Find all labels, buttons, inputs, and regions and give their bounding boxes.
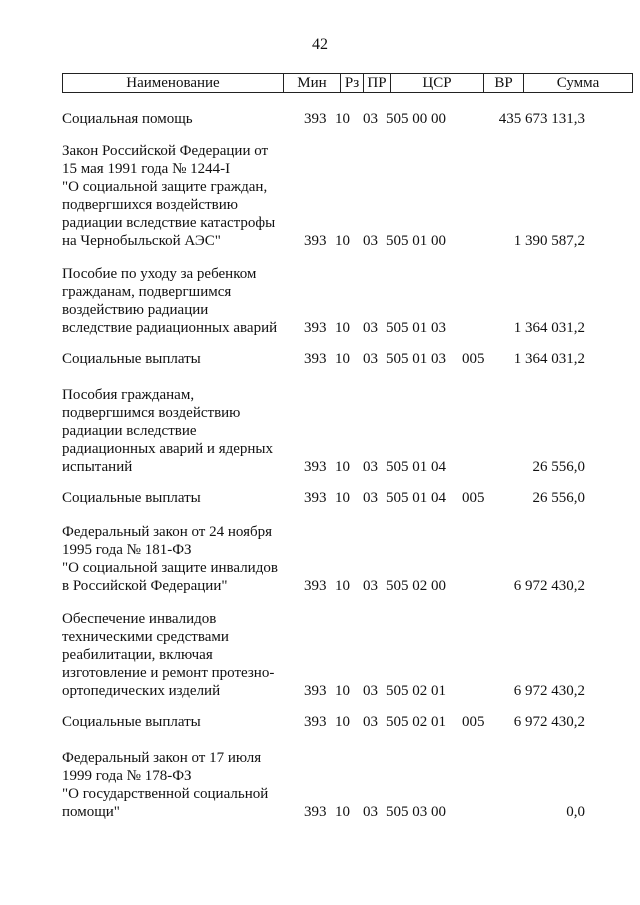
- cell-min: 393: [304, 320, 327, 336]
- row-name-line: Пособие по уходу за ребенком: [62, 266, 257, 282]
- cell-min: 393: [304, 233, 327, 249]
- row-name-line: техническими средствами: [62, 629, 229, 645]
- cell-min: 393: [304, 351, 327, 367]
- row-name-line: "О государственной социальной: [62, 786, 269, 802]
- row-values: [0, 458, 640, 476]
- row-values: [0, 232, 640, 250]
- cell-min: 393: [304, 714, 327, 730]
- cell-rz: 10: [335, 320, 350, 336]
- table-row: [0, 610, 640, 700]
- cell-min: 393: [304, 578, 327, 594]
- cell-sum: 435 673 131,3: [498, 111, 585, 127]
- cell-sum: 6 972 430,2: [513, 683, 585, 699]
- cell-csr: 505 03 00: [386, 804, 446, 820]
- table-row: [0, 749, 640, 821]
- cell-csr: 505 02 00: [386, 578, 446, 594]
- cell-rz: 10: [335, 459, 350, 475]
- row-name-line: радиационных аварий и ядерных: [62, 441, 273, 457]
- header-min: Мин: [284, 74, 341, 93]
- cell-pr: 03: [363, 459, 378, 475]
- row-name-line: воздействию радиации: [62, 302, 209, 318]
- cell-sum: 1 390 587,2: [513, 233, 585, 249]
- header-sum: Сумма: [524, 74, 633, 93]
- row-values: [0, 319, 640, 337]
- row-name-line: "О социальной защите инвалидов: [62, 560, 278, 576]
- row-name-line: изготовление и ремонт протезно-: [62, 665, 275, 681]
- cell-vr: 005: [462, 351, 485, 367]
- cell-rz: 10: [335, 683, 350, 699]
- cell-min: 393: [304, 490, 327, 506]
- row-name-line: испытаний: [62, 459, 133, 475]
- cell-sum: 26 556,0: [532, 490, 585, 506]
- table-row: [0, 142, 640, 250]
- row-name-line: 1999 года № 178-ФЗ: [62, 768, 192, 784]
- row-name-line: в Российской Федерации": [62, 578, 228, 594]
- row-name-line: "О социальной защите граждан,: [62, 179, 268, 195]
- header-vr: ВР: [484, 74, 524, 93]
- cell-csr: 505 02 01: [386, 714, 446, 730]
- cell-pr: 03: [363, 351, 378, 367]
- cell-pr: 03: [363, 233, 378, 249]
- row-name-line: Социальные выплаты: [62, 490, 201, 506]
- cell-csr: 505 01 00: [386, 233, 446, 249]
- cell-pr: 03: [363, 804, 378, 820]
- header-csr: ЦСР: [391, 74, 484, 93]
- cell-rz: 10: [335, 351, 350, 367]
- table-row: [0, 110, 640, 128]
- cell-vr: 005: [462, 714, 485, 730]
- row-name-line: Федеральный закон от 17 июля: [62, 750, 262, 766]
- cell-sum: 6 972 430,2: [513, 714, 585, 730]
- row-values: [0, 110, 640, 128]
- table-row: [0, 350, 640, 368]
- table-row: [0, 386, 640, 476]
- cell-sum: 0,0: [566, 804, 585, 820]
- table-header: [62, 73, 633, 93]
- row-name-line: Федеральный закон от 24 ноября: [62, 524, 273, 540]
- row-name-line: Обеспечение инвалидов: [62, 611, 217, 627]
- cell-csr: 505 01 03: [386, 320, 446, 336]
- table-row: [0, 265, 640, 337]
- header-pr: ПР: [364, 74, 391, 93]
- cell-pr: 03: [363, 320, 378, 336]
- row-name-line: на Чернобыльской АЭС": [62, 233, 221, 249]
- row-name-line: 15 мая 1991 года № 1244-I: [62, 161, 231, 177]
- row-name-line: радиации вследствие: [62, 423, 197, 439]
- row-name-line: вследствие радиационных аварий: [62, 320, 278, 336]
- cell-rz: 10: [335, 233, 350, 249]
- row-name-line: Социальная помощь: [62, 111, 193, 127]
- cell-rz: 10: [335, 490, 350, 506]
- cell-min: 393: [304, 459, 327, 475]
- row-name-line: Пособия гражданам,: [62, 387, 195, 403]
- row-name-line: помощи": [62, 804, 120, 820]
- row-name-line: подвергшимся воздействию: [62, 405, 241, 421]
- row-values: [0, 489, 640, 507]
- cell-csr: 505 01 04: [386, 459, 446, 475]
- cell-sum: 1 364 031,2: [513, 351, 585, 367]
- cell-rz: 10: [335, 804, 350, 820]
- cell-pr: 03: [363, 111, 378, 127]
- row-name-line: подвергшихся воздействию: [62, 197, 238, 213]
- cell-rz: 10: [335, 111, 350, 127]
- header-rz: Рз: [341, 74, 364, 93]
- cell-pr: 03: [363, 490, 378, 506]
- page-number: 42: [312, 36, 328, 53]
- row-name-line: радиации вследствие катастрофы: [62, 215, 276, 231]
- row-name-line: Социальные выплаты: [62, 714, 201, 730]
- row-values: [0, 713, 640, 731]
- row-values: [0, 350, 640, 368]
- table-row: [0, 523, 640, 595]
- row-values: [0, 803, 640, 821]
- row-values: [0, 682, 640, 700]
- cell-sum: 6 972 430,2: [513, 578, 585, 594]
- cell-pr: 03: [363, 683, 378, 699]
- cell-pr: 03: [363, 578, 378, 594]
- table-row: [0, 489, 640, 507]
- row-name-line: Закон Российской Федерации от: [62, 143, 269, 159]
- cell-csr: 505 02 01: [386, 683, 446, 699]
- row-name-line: 1995 года № 181-ФЗ: [62, 542, 192, 558]
- cell-sum: 26 556,0: [532, 459, 585, 475]
- cell-rz: 10: [335, 578, 350, 594]
- cell-csr: 505 00 00: [386, 111, 446, 127]
- cell-rz: 10: [335, 714, 350, 730]
- cell-min: 393: [304, 111, 327, 127]
- header-name: Наименование: [63, 74, 284, 93]
- cell-sum: 1 364 031,2: [513, 320, 585, 336]
- table-row: [0, 713, 640, 731]
- cell-csr: 505 01 04: [386, 490, 446, 506]
- cell-min: 393: [304, 683, 327, 699]
- row-values: [0, 577, 640, 595]
- row-name-line: Социальные выплаты: [62, 351, 201, 367]
- cell-pr: 03: [363, 714, 378, 730]
- row-name-line: реабилитации, включая: [62, 647, 213, 663]
- row-name-line: гражданам, подвергшимся: [62, 284, 232, 300]
- cell-min: 393: [304, 804, 327, 820]
- row-name-line: ортопедических изделий: [62, 683, 221, 699]
- cell-vr: 005: [462, 490, 485, 506]
- cell-csr: 505 01 03: [386, 351, 446, 367]
